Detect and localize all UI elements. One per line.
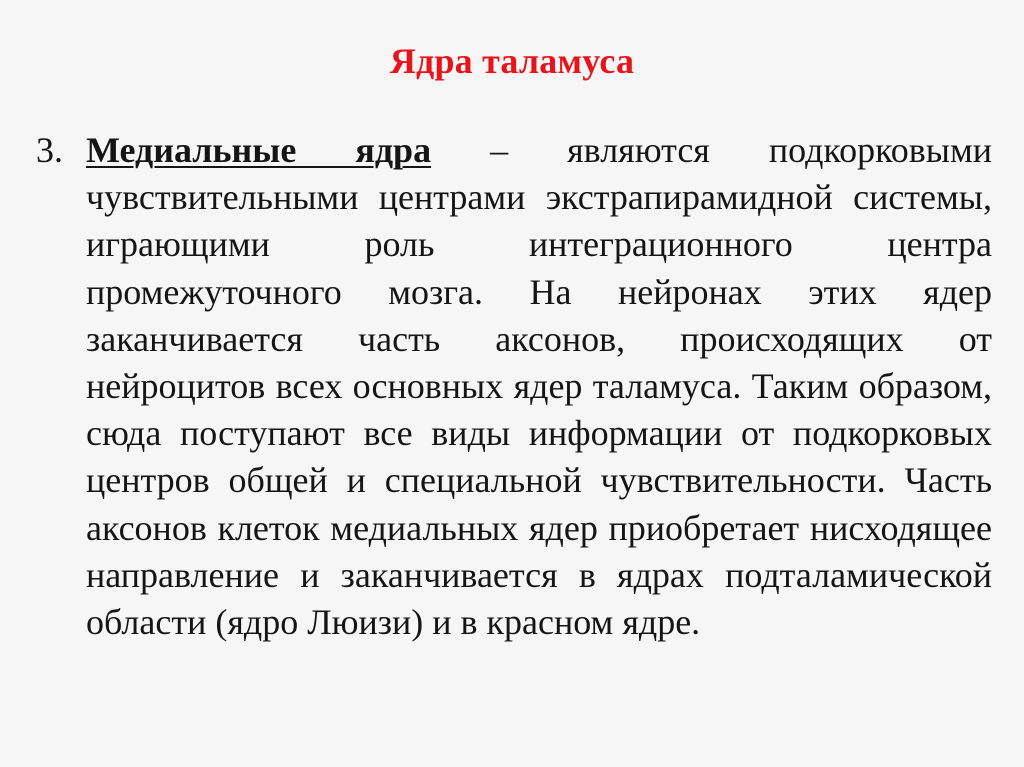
slide-title: Ядра таламуса (389, 41, 635, 81)
item-term: Медиальные ядра (86, 130, 432, 170)
item-body (86, 127, 992, 646)
list-item (36, 127, 992, 646)
item-text: – являются подкорковыми чувствительными центрами экстрапирамидной системы, играющими роль интеграционного центра промежуточного мозга. На нейронах этих ядер заканчивается часть аксонов, происходящих от нейроцитов всех основных ядер таламуса. Таким образом, сюда поступают все виды информации от подкорковых центров общей и специальной чувствительности. Часть аксонов клеток медиальных ядер приобретает нисходящее направление и заканчивается в ядрах подталамической области (ядро Люизи) и в красном ядре. (86, 130, 992, 643)
item-number: 3. (36, 130, 63, 170)
